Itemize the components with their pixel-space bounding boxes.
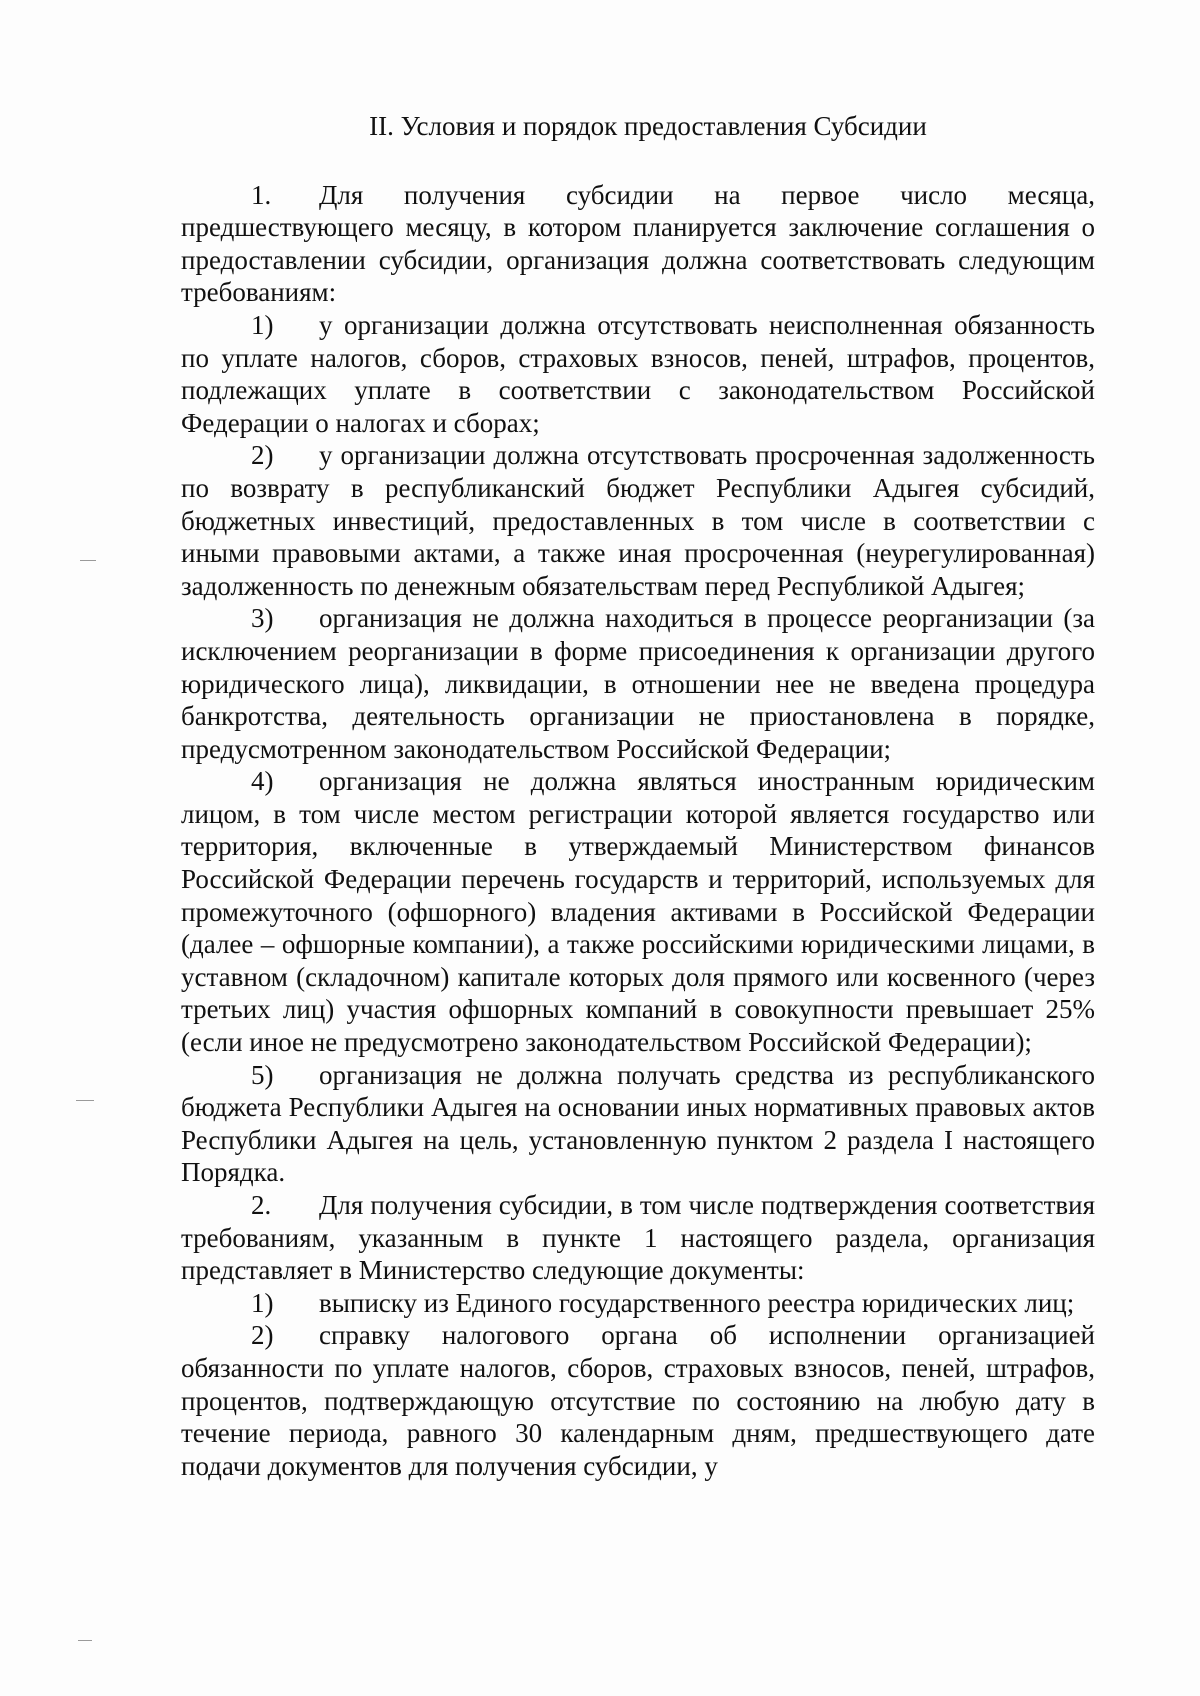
- paragraph-text: у организации должна отсутствовать просроченная задолженность по возврату в республиканский бюджет Республики Адыгея субсидий, бюджетных инвестиций, предоставленных в том числе в соответствии с иными правовыми актами, а также иная просроченная (неурегулированная) задолженность по денежным обязательствам перед Республикой Адыгея;: [181, 440, 1095, 601]
- paragraph-text: выписку из Единого государственного реестра юридических лиц;: [319, 1287, 1075, 1318]
- paragraph-number: 4): [251, 766, 274, 797]
- paragraph-1-2: [181, 439, 1095, 602]
- paragraph-2: [181, 1189, 1095, 1287]
- paragraph-number: 1.: [251, 179, 272, 210]
- paragraph-number: 2): [251, 1320, 274, 1351]
- paragraph-number: 5): [251, 1059, 274, 1090]
- paragraph-number: 1): [251, 1287, 274, 1318]
- paragraph-1-5: [181, 1059, 1095, 1189]
- section-heading: II. Условия и порядок предоставления Субсидии: [369, 111, 927, 141]
- paragraph-1-1: [181, 309, 1095, 439]
- paragraph-text: справку налогового органа об исполнении организацией обязанности по уплате налогов, сборов, страховых взносов, пеней, штрафов, процентов, подтверждающую отсутствие по состоянию на любую дату в течение периода, равного 30 календарным дням, предшествующего дате подачи документов для получения субсидии, у: [181, 1320, 1095, 1481]
- scan-artifact: [78, 1640, 92, 1641]
- scan-artifact: [76, 1100, 94, 1101]
- paragraph-number: 1): [251, 309, 274, 340]
- paragraph-1-3: [181, 602, 1095, 765]
- scan-artifact: [80, 560, 96, 561]
- paragraph-1-4: [181, 765, 1095, 1058]
- document-body: [181, 110, 1095, 1482]
- paragraph-2-1: [181, 1287, 1095, 1320]
- paragraph-number: 2.: [251, 1190, 272, 1220]
- paragraph-text: организация не должна находиться в процессе реорганизации (за исключением реорганизации в форме присоединения к организации другого юридического лица), ликвидации, в отношении нее не введена процедура банкротства, деятельность организации не приостановлена в порядке, предусмотренном законодательством Российской Федерации;: [181, 603, 1095, 764]
- paragraph-text: Для получения субсидии, в том числе подтверждения соответствия требованиям, указанным в пункте 1 настоящего раздела, организация представляет в Министерство следующие документы:: [181, 1190, 1095, 1286]
- paragraph-number: 2): [251, 440, 274, 471]
- paragraph-text: организация не должна являться иностранным юридическим лицом, в том числе местом регистрации которой является государство или территория, включенные в утверждаемый Министерством финансов Российской Федерации перечень государств и территорий, используемых для промежуточного (офшорного) владения активами в Российской Федерации (далее – офшорные компании), а также российскими юридическими лицами, в уставном (складочном) капитале которых доля прямого или косвенного (через третьих лиц) участия офшорных компаний в совокупности превышает 25% (если иное не предусмотрено законодательством Российской Федерации);: [181, 766, 1095, 1058]
- paragraph-1: [181, 179, 1095, 309]
- paragraph-text: Для получения субсидии на первое число месяца, предшествующего месяцу, в котором планируется заключение соглашения о предоставлении субсидии, организация должна соответствовать следующим требованиям:: [181, 179, 1095, 308]
- paragraph-number: 3): [251, 603, 274, 634]
- paragraph-text: организация не должна получать средства из республиканского бюджета Республики Адыгея на основании иных нормативных правовых актов Республики Адыгея на цель, установленную пунктом 2 раздела I настоящего Порядка.: [181, 1059, 1095, 1188]
- paragraph-2-2: [181, 1319, 1095, 1482]
- paragraph-text: у организации должна отсутствовать неисполненная обязанность по уплате налогов, сборов, страховых взносов, пеней, штрафов, процентов, подлежащих уплате в соответствии с законодательством Российской Федерации о налогах и сборах;: [181, 309, 1095, 438]
